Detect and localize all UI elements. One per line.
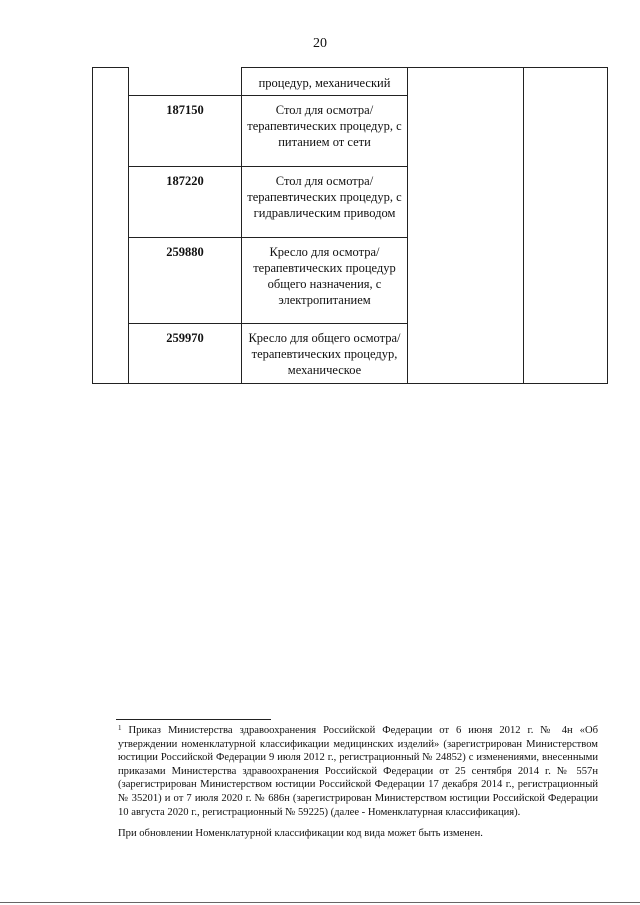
footnote-text: Приказ Министерства здравоохранения Российской Федерации от 6 июня 2012 г. № 4н «Об утверждении номенклатурной классификации медицинских изделий» (зарегистрирован Министерством юстиции Российской Федерации 9 июля 2012 г., регистрационный № 24852) с изменениями, внесенными приказами Министерства здравоохранения Российской Федерации от 25 сентября 2014 г. № 557н (зарегистрирован Министерством юстиции Российской Федерации 17 декабря 2014 г., регистрационный № 35201) и от 7 июля 2020 г. № 686н (зарегистрирован Министерством юстиции Российской Федерации 10 августа 2020 г., регистрационный № 59225) (далее - Номенклатурная классификация). [118, 725, 598, 818]
device-name-cell: Стол для осмотра/терапевтических процедур, с питанием от сети [242, 96, 408, 167]
page-number: 20 [313, 36, 327, 51]
device-name-cell: процедур, механический [242, 68, 408, 96]
empty-cell-col4 [408, 68, 524, 384]
page-bottom-edge [0, 902, 640, 903]
device-name-cell: Стол для осмотра/терапевтических процедур, с гидравлическим приводом [242, 167, 408, 238]
device-code-cell: 259880 [129, 238, 242, 324]
medical-device-table [92, 67, 608, 384]
device-code-cell: 187150 [129, 96, 242, 167]
code-cell-empty [129, 68, 242, 96]
device-name-cell: Кресло для общего осмотра/терапевтических процедур, механическое [242, 324, 408, 384]
footnote-divider [116, 719, 271, 720]
device-code-cell: 187220 [129, 167, 242, 238]
device-name-cell: Кресло для осмотра/терапевтических процедур общего назначения, с электропитанием [242, 238, 408, 324]
empty-cell-left [93, 68, 129, 384]
table-row [93, 68, 608, 96]
footnote-marker: 1 [118, 724, 122, 732]
device-code-cell: 259970 [129, 324, 242, 384]
footnote-note: При обновлении Номенклатурной классификации код вида может быть изменен. [118, 828, 483, 839]
footnote [118, 722, 598, 819]
empty-cell-col5 [524, 68, 608, 384]
